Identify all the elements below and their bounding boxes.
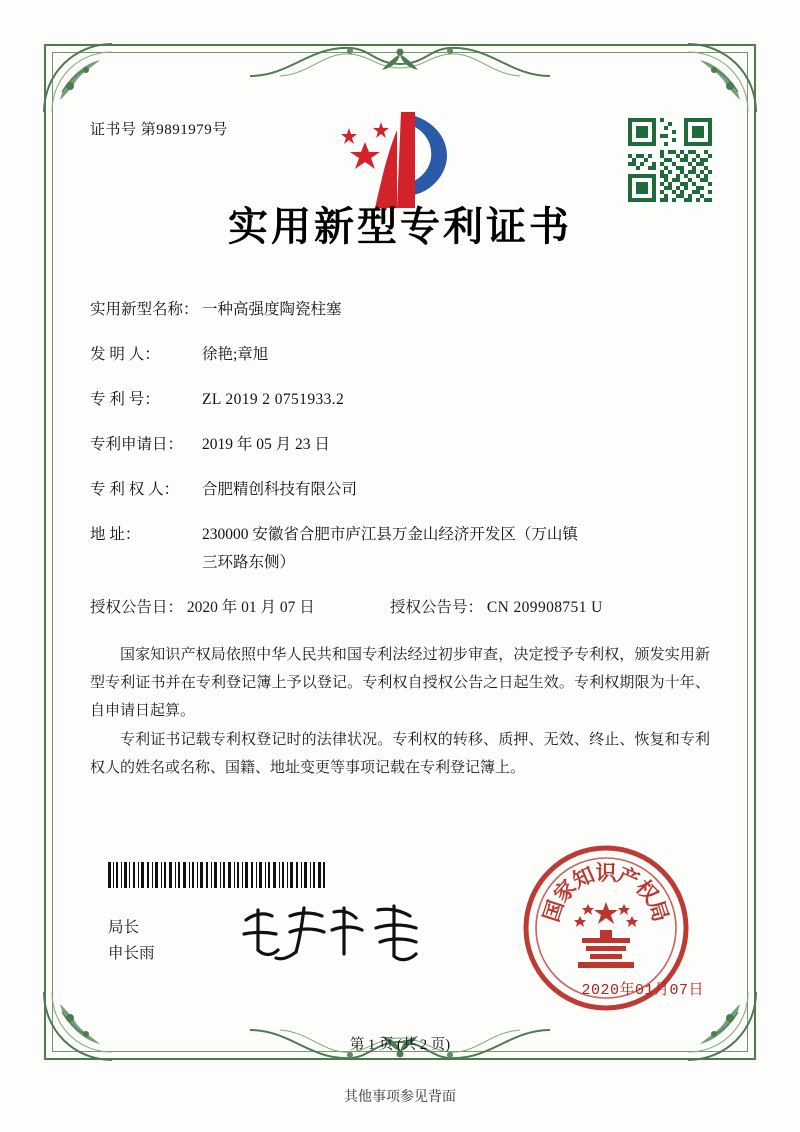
certificate-number: 证书号 第9891979号 [90, 122, 228, 138]
field-label: 实用新型名称： [90, 301, 199, 318]
field-label: 专 利 权 人： [90, 481, 180, 499]
field-row-inventor [90, 343, 710, 367]
page-title: 实用新型专利证书 [228, 203, 572, 250]
svg-text:知: 知 [568, 861, 599, 893]
svg-text:国: 国 [538, 897, 569, 925]
field-value: ZL 2019 2 0751933.2 [202, 391, 345, 409]
address-line-1: 230000 安徽省合肥市庐江县万金山经济开发区（万山镇 [202, 526, 578, 544]
fields-list [90, 298, 710, 620]
signature-role: 局长 [108, 919, 140, 936]
field-label: 地 址： [90, 526, 141, 544]
svg-text:权: 权 [630, 874, 664, 908]
barcode-icon [108, 862, 326, 888]
field-row-patentee [90, 478, 710, 502]
seal-date: 2020年01月07日 [581, 982, 704, 999]
signature-name: 申长雨 [108, 945, 155, 963]
handwritten-signature-icon [238, 898, 428, 966]
field-label: 发 明 人： [90, 346, 160, 364]
legal-text [90, 642, 710, 783]
field-label: 专 利 号： [90, 391, 160, 409]
field-row-patent-number [90, 388, 710, 412]
legal-paragraph-1: 国家知识产权局依照中华人民共和国专利法经过初步审查，决定授予专利权，颁发实用新型专利证书并在专利登记簿上予以登记。专利权自授权公告之日起生效。专利权期限为十年、自申请日起算。 [90, 647, 710, 719]
svg-text:局: 局 [643, 897, 674, 925]
grant-number-group [390, 596, 710, 620]
certificate-content [90, 100, 710, 785]
address-line-2: 三环路东侧） [202, 554, 296, 572]
field-row-address [90, 523, 710, 575]
field-row-name [90, 298, 710, 322]
top-flourish-icon [250, 36, 550, 82]
field-value [202, 523, 710, 575]
field-row-application-date [90, 433, 710, 457]
grant-number-value: CN 209908751 U [486, 599, 603, 617]
svg-text:识: 识 [595, 860, 617, 885]
grant-date-value: 2020 年 01 月 07 日 [186, 599, 315, 617]
footer-note: 其他事项参见背面 [344, 1090, 456, 1105]
svg-text:家: 家 [548, 874, 582, 908]
grant-date-group [90, 596, 390, 620]
legal-paragraph-2: 专利证书记载专利权登记时的法律状况。专利权的转移、质押、无效、终止、恢复和专利权人的姓名或名称、国籍、地址变更等事项记载在专利登记簿上。 [90, 732, 710, 777]
svg-text:产: 产 [613, 861, 644, 893]
grant-date-label: 授权公告日： [90, 599, 184, 617]
signature-block [108, 915, 155, 968]
grant-info-row [90, 596, 710, 620]
field-label: 专利申请日： [90, 436, 184, 454]
field-value: 一种高强度陶瓷柱塞 [202, 301, 342, 318]
page-number: 第 1 页 (共 2 页) [349, 1037, 451, 1053]
grant-number-label: 授权公告号： [390, 599, 484, 617]
field-value: 合肥精创科技有限公司 [202, 481, 358, 499]
field-value: 2019 年 05 月 23 日 [202, 436, 330, 454]
field-value: 徐艳;章旭 [202, 346, 269, 364]
